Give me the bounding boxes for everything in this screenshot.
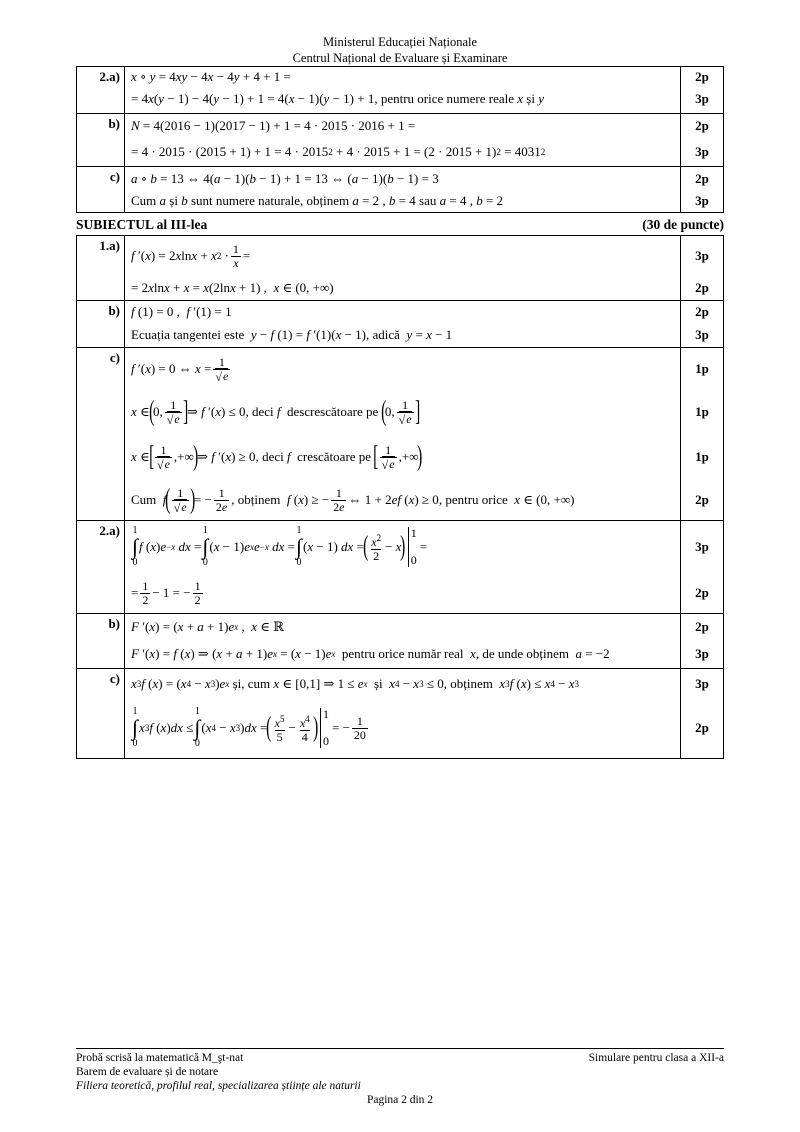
row-label: b) <box>77 614 125 669</box>
points-cell: 2p 3p <box>681 114 724 167</box>
solution-cell: 1 ∫ 0 f ( x ) e −x dx = 1 ∫ 0 ( x − 1) e x e −x dx = 1 ∫ 0 ( x − 1) dx = ( $\frac{x^2}{2}$ − x ) 1 0 = = $\frac{1}{2}$ − 1 = − $\frac{1}{2}$ <box>125 521 681 614</box>
points-cell: 3p 2p <box>681 669 724 759</box>
page-header <box>0 34 800 66</box>
solution-cell: a ∘ b = 13 ⇔ 4( a − 1)( b − 1) + 1 = 13 ⇔ ( a − 1)( b − 1) = 3 Cum a și b sunt numere naturale, obținem a = 2 , b = 4 sau a = 4 , b = 2 <box>125 167 681 213</box>
points-cell: 2p 3p <box>681 167 724 213</box>
row-label: c) <box>77 669 125 759</box>
header-ministry: Ministerul Educației Naționale <box>322 35 478 49</box>
solution-cell: F ′( x ) = ( x + a + 1) e x , x ∈ ℝ F ′( x ) = f ( x ) ⇒ ( x + a + 1) e x = ( x − 1) e x pentru orice număr real x , de unde obținem a = −2 <box>125 614 681 669</box>
footer-barem: Barem de evaluare și de notare <box>76 1066 219 1078</box>
row-label: b) <box>77 301 125 348</box>
row-label: 2.a) <box>77 67 125 114</box>
solution-cell: f (1) = 0 , f ′(1) = 1 Ecuația tangentei este y − f (1) = f ′(1)( x − 1) , adică y = x − 1 <box>125 301 681 348</box>
section-points: (30 de puncte) <box>642 217 724 232</box>
page-footer <box>76 1048 724 1107</box>
section-heading <box>76 217 724 233</box>
scoring-table-part3 <box>76 235 724 759</box>
footer-filiera: Filiera teoretică, profilul real, specializarea științe ale naturii <box>76 1080 361 1092</box>
row-label: c) <box>77 167 125 213</box>
points-cell: 2p 3p <box>681 301 724 348</box>
header-center: Centrul Național de Evaluare și Examinare <box>292 51 508 65</box>
table-row <box>77 236 724 301</box>
footer-exam: Probă scrisă la matematică M_şt-nat <box>76 1052 244 1064</box>
points-cell: 1p 1p 1p 2p <box>681 348 724 521</box>
table-row <box>77 669 724 759</box>
solution-cell: x 3 f ( x ) = ( x 4 − x 3 ) e x și, cum x ∈ [0,1] ⇒ 1 ≤ e x și x 4 − x 3 ≤ 0 , obținem x 3 f ( x ) ≤ x 4 − x 3 1 ∫ 0 x 3 f ( x ) dx ≤ 1 ∫ 0 ( x 4 − x 3 ) dx = ( $\frac{x^5}{5}$ − $\frac{x^4}{4}$ ) 1 0 = − $\frac{1}{20}$ <box>125 669 681 759</box>
points-cell: 2p 3p <box>681 614 724 669</box>
points-cell: 3p 2p <box>681 521 724 614</box>
points-cell: 2p 3p <box>681 67 724 114</box>
solution-cell: x ∘ y = 4 xy − 4 x − 4 y + 4 + 1 = = 4 x ( y − 1) − 4( y − 1) + 1 = 4( x − 1)( y − 1) + 1 , pentru orice numere reale x și y <box>125 67 681 114</box>
row-label: 2.a) <box>77 521 125 614</box>
table-row <box>77 348 724 521</box>
row-label: b) <box>77 114 125 167</box>
page-number: Pagina 2 din 2 <box>366 1094 434 1106</box>
row-label: 1.a) <box>77 236 125 301</box>
solution-cell: N = 4(2016 − 1)(2017 − 1) + 1 = 4 · 2015 · 2016 + 1 = = 4 · 2015 · (2015 + 1) + 1 = 4 · 2015 2 + 4 · 2015 + 1 = (2 · 2015 + 1) 2 = 4031 2 <box>125 114 681 167</box>
table-row <box>77 614 724 669</box>
footer-simulation: Simulare pentru clasa a XII-a <box>588 1052 724 1064</box>
points-cell: 3p 2p <box>681 236 724 301</box>
table-row <box>77 167 724 213</box>
table-row <box>77 67 724 114</box>
table-row <box>77 114 724 167</box>
table-row <box>77 521 724 614</box>
section-title: SUBIECTUL al III-lea <box>76 217 208 232</box>
table-row <box>77 301 724 348</box>
solution-cell: f ′( x ) = 2 x ln x + x 2 · $\frac{1}{x}$ = = 2 x ln x + x = x (2ln x + 1) , x ∈ (0, +∞) <box>125 236 681 301</box>
scoring-table-part2 <box>76 66 724 213</box>
solution-cell: f ′( x ) = 0 ⇔ x = 1 √ e x ∈ ( 0, 1 √ e ] ⇒ f ′( x ) ≤ 0 , deci f descrescătoare pe ( 0, 1 √ e ] x ∈ [ 1 √ e ,+∞ ) ⇒ f ′( x ) ≥ 0 , deci f crescătoare pe [ 1 √ e ,+∞ ) Cum f ( 1 √ e ) = − $\frac{1}{2e}$ , obținem f ( x ) ≥ − $\frac{1}{2e}$ ⇔ 1 + 2 ef ( x ) ≥ 0 , pentru orice x ∈ (0, +∞) <box>125 348 681 521</box>
row-label: c) <box>77 348 125 521</box>
